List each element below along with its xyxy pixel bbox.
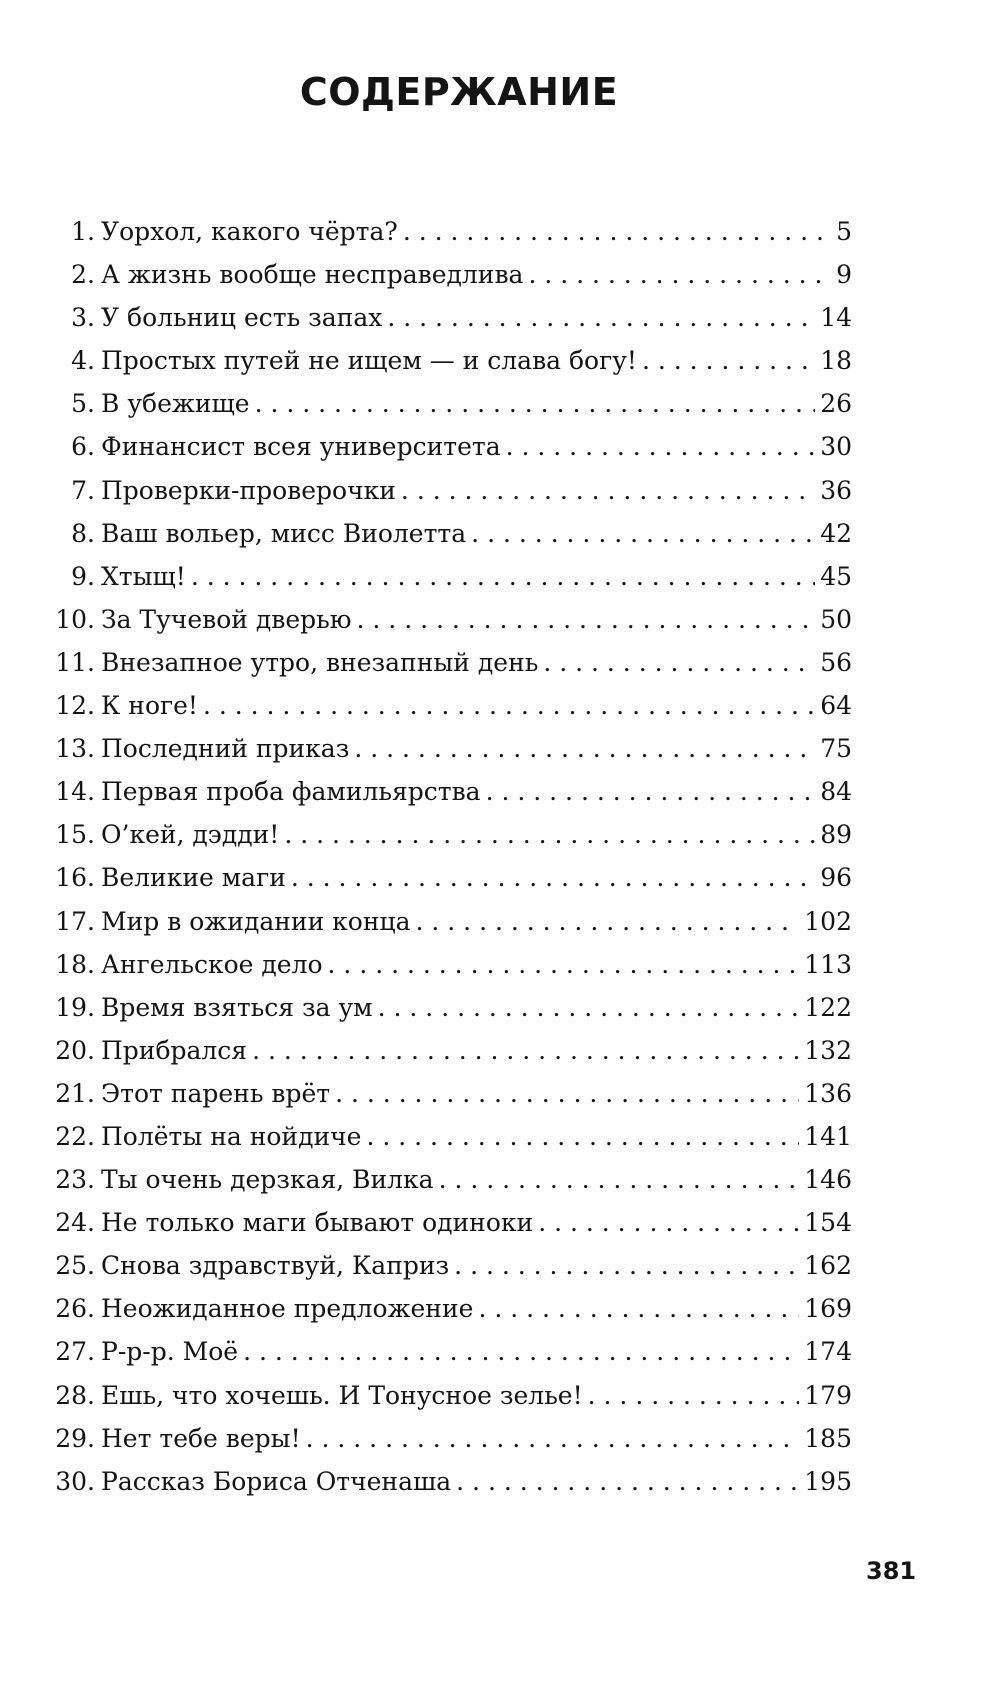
entry-number: 16. — [55, 863, 95, 893]
entry-title: Великие маги — [101, 863, 286, 893]
entry-title: В убежище — [101, 389, 250, 419]
toc-entry — [50, 469, 852, 512]
toc-entry — [50, 425, 852, 468]
toc-entry — [50, 641, 852, 684]
entry-page: 185 — [804, 1423, 852, 1453]
toc-entry — [50, 1201, 852, 1244]
toc-entry — [50, 813, 852, 856]
entry-page: 14 — [820, 303, 852, 333]
dot-leader — [328, 943, 800, 986]
entry-title: Хтыщ! — [101, 561, 186, 591]
entry-page: 113 — [804, 949, 852, 979]
dot-leader — [401, 469, 815, 512]
entry-title: Мир в ожидании конца — [101, 906, 411, 936]
entry-title: А жизнь вообще несправедлива — [101, 260, 524, 290]
dot-leader — [306, 1417, 800, 1460]
page-number: 381 — [866, 1557, 917, 1585]
toc-entry — [50, 296, 852, 339]
entry-number: 24. — [55, 1208, 95, 1238]
entry-title: Первая проба фамильярства — [101, 777, 481, 807]
dot-leader — [357, 598, 816, 641]
dot-leader — [203, 684, 815, 727]
entry-number: 13. — [55, 734, 95, 764]
entry-page: 169 — [804, 1294, 852, 1324]
table-of-contents — [50, 210, 852, 1503]
dot-leader — [471, 512, 815, 555]
entry-page: 174 — [804, 1337, 852, 1367]
entry-title: Ангельское дело — [101, 949, 323, 979]
toc-entry — [50, 900, 852, 943]
toc-entry — [50, 1460, 852, 1503]
toc-entry — [50, 727, 852, 770]
entry-title: Нет тебе веры! — [101, 1423, 301, 1453]
entry-title: Полёты на нойдиче — [101, 1121, 362, 1151]
entry-title: Не только маги бывают одиноки — [101, 1208, 534, 1238]
toc-entry — [50, 856, 852, 899]
entry-number: 30. — [55, 1466, 95, 1496]
entry-title: Внезапное утро, внезапный день — [101, 647, 539, 677]
entry-title: К ноге! — [101, 691, 198, 721]
entry-page: 50 — [820, 604, 852, 634]
entry-number: 6. — [71, 432, 95, 462]
entry-title: Снова здравствуй, Каприз — [101, 1251, 450, 1281]
dot-leader — [478, 1287, 799, 1330]
entry-title: За Тучевой дверью — [101, 604, 352, 634]
entry-number: 27. — [55, 1337, 95, 1367]
dot-leader — [506, 425, 816, 468]
entry-page: 45 — [820, 561, 852, 591]
toc-entry — [50, 555, 852, 598]
toc-entry — [50, 1330, 852, 1373]
dot-leader — [543, 641, 815, 684]
entry-page: 154 — [804, 1208, 852, 1238]
entry-number: 3. — [71, 303, 95, 333]
entry-title: Уорхол, какого чёрта? — [101, 217, 398, 246]
entry-number: 1. — [71, 217, 95, 246]
entry-title: У больниц есть запах — [101, 303, 383, 333]
entry-page: 89 — [820, 820, 852, 850]
entry-title: Последний приказ — [101, 734, 350, 764]
entry-number: 2. — [71, 260, 95, 290]
entry-title: О’кей, дэдди! — [101, 820, 280, 850]
entry-number: 10. — [55, 604, 95, 634]
toc-entry — [50, 1374, 852, 1417]
entry-number: 12. — [55, 691, 95, 721]
entry-page: 141 — [804, 1121, 852, 1151]
dot-leader — [284, 813, 815, 856]
entry-number: 7. — [71, 475, 95, 505]
toc-entry — [50, 986, 852, 1029]
entry-page: 9 — [836, 260, 852, 290]
toc-entry — [50, 1417, 852, 1460]
entry-page: 96 — [820, 863, 852, 893]
entry-number: 11. — [55, 647, 95, 677]
dot-leader — [243, 1330, 799, 1373]
entry-page: 75 — [820, 734, 852, 764]
dot-leader — [366, 1115, 799, 1158]
entry-number: 29. — [55, 1423, 95, 1453]
entry-number: 8. — [71, 518, 95, 548]
entry-page: 179 — [804, 1380, 852, 1410]
entry-title: Простых путей не ищем — и слава богу! — [101, 346, 637, 376]
dot-leader — [291, 856, 815, 899]
dot-leader — [642, 339, 815, 382]
entry-page: 146 — [804, 1165, 852, 1195]
entry-page: 42 — [820, 518, 852, 548]
entry-number: 20. — [55, 1035, 95, 1065]
dot-leader — [252, 1029, 799, 1072]
entry-number: 17. — [55, 906, 95, 936]
entry-page: 84 — [820, 777, 852, 807]
toc-entry — [50, 512, 852, 555]
entry-number: 28. — [55, 1380, 95, 1410]
dot-leader — [255, 382, 816, 425]
entry-page: 162 — [804, 1251, 852, 1281]
page-title: СОДЕРЖАНИЕ — [299, 70, 619, 114]
dot-leader — [538, 1201, 799, 1244]
entry-title: Ты очень дерзкая, Вилка — [101, 1165, 434, 1195]
entry-page: 5 — [836, 217, 852, 246]
entry-page: 195 — [804, 1466, 852, 1496]
dot-leader — [528, 253, 831, 296]
entry-title: Рассказ Бориса Отченаша — [101, 1466, 452, 1496]
entry-number: 21. — [55, 1078, 95, 1108]
entry-number: 4. — [71, 346, 95, 376]
dot-leader — [335, 1072, 799, 1115]
toc-entry — [50, 339, 852, 382]
entry-number: 18. — [55, 949, 95, 979]
entry-page: 36 — [820, 475, 852, 505]
entry-title: Ваш вольер, мисс Виолетта — [101, 518, 467, 548]
entry-page: 64 — [820, 691, 852, 721]
entry-title: Прибрался — [101, 1035, 248, 1065]
toc-entry — [50, 598, 852, 641]
dot-leader — [387, 296, 815, 339]
entry-number: 25. — [55, 1251, 95, 1281]
toc-entry — [50, 1158, 852, 1201]
toc-entry — [50, 770, 852, 813]
dot-leader — [588, 1374, 800, 1417]
entry-title: Финансист всея университета — [101, 432, 501, 462]
entry-number: 22. — [55, 1121, 95, 1151]
dot-leader — [486, 770, 816, 813]
entry-page: 18 — [820, 346, 852, 376]
entry-title: Проверки-проверочки — [101, 475, 396, 505]
entry-number: 14. — [55, 777, 95, 807]
toc-entry — [50, 1029, 852, 1072]
toc-entry — [50, 684, 852, 727]
toc-entry — [50, 1115, 852, 1158]
entry-number: 9. — [71, 561, 95, 591]
entry-title: Неожиданное предложение — [101, 1294, 474, 1324]
toc-entry — [50, 210, 852, 253]
entry-page: 30 — [820, 432, 852, 462]
entry-number: 23. — [55, 1165, 95, 1195]
entry-page: 102 — [804, 906, 852, 936]
entry-title: Ешь, что хочешь. И Тонусное зелье! — [101, 1380, 583, 1410]
entry-number: 26. — [55, 1294, 95, 1324]
dot-leader — [456, 1460, 799, 1503]
toc-entry — [50, 382, 852, 425]
toc-entry — [50, 1072, 852, 1115]
dot-leader — [416, 900, 800, 943]
entry-title: Этот парень врёт — [101, 1078, 331, 1108]
dot-leader — [378, 986, 800, 1029]
toc-entry — [50, 1244, 852, 1287]
entry-number: 19. — [55, 992, 95, 1022]
entry-number: 5. — [71, 389, 95, 419]
entry-page: 56 — [820, 647, 852, 677]
entry-page: 122 — [804, 992, 852, 1022]
entry-title: Время взяться за ум — [101, 992, 373, 1022]
dot-leader — [403, 210, 831, 253]
toc-entry — [50, 253, 852, 296]
entry-page: 136 — [804, 1078, 852, 1108]
dot-leader — [354, 727, 815, 770]
entry-page: 26 — [820, 389, 852, 419]
toc-entry — [50, 943, 852, 986]
dot-leader — [191, 555, 815, 598]
entry-title: Р-р-р. Моё — [101, 1337, 239, 1367]
entry-number: 15. — [55, 820, 95, 850]
entry-page: 132 — [804, 1035, 852, 1065]
toc-entry — [50, 1287, 852, 1330]
dot-leader — [454, 1244, 799, 1287]
dot-leader — [439, 1158, 800, 1201]
